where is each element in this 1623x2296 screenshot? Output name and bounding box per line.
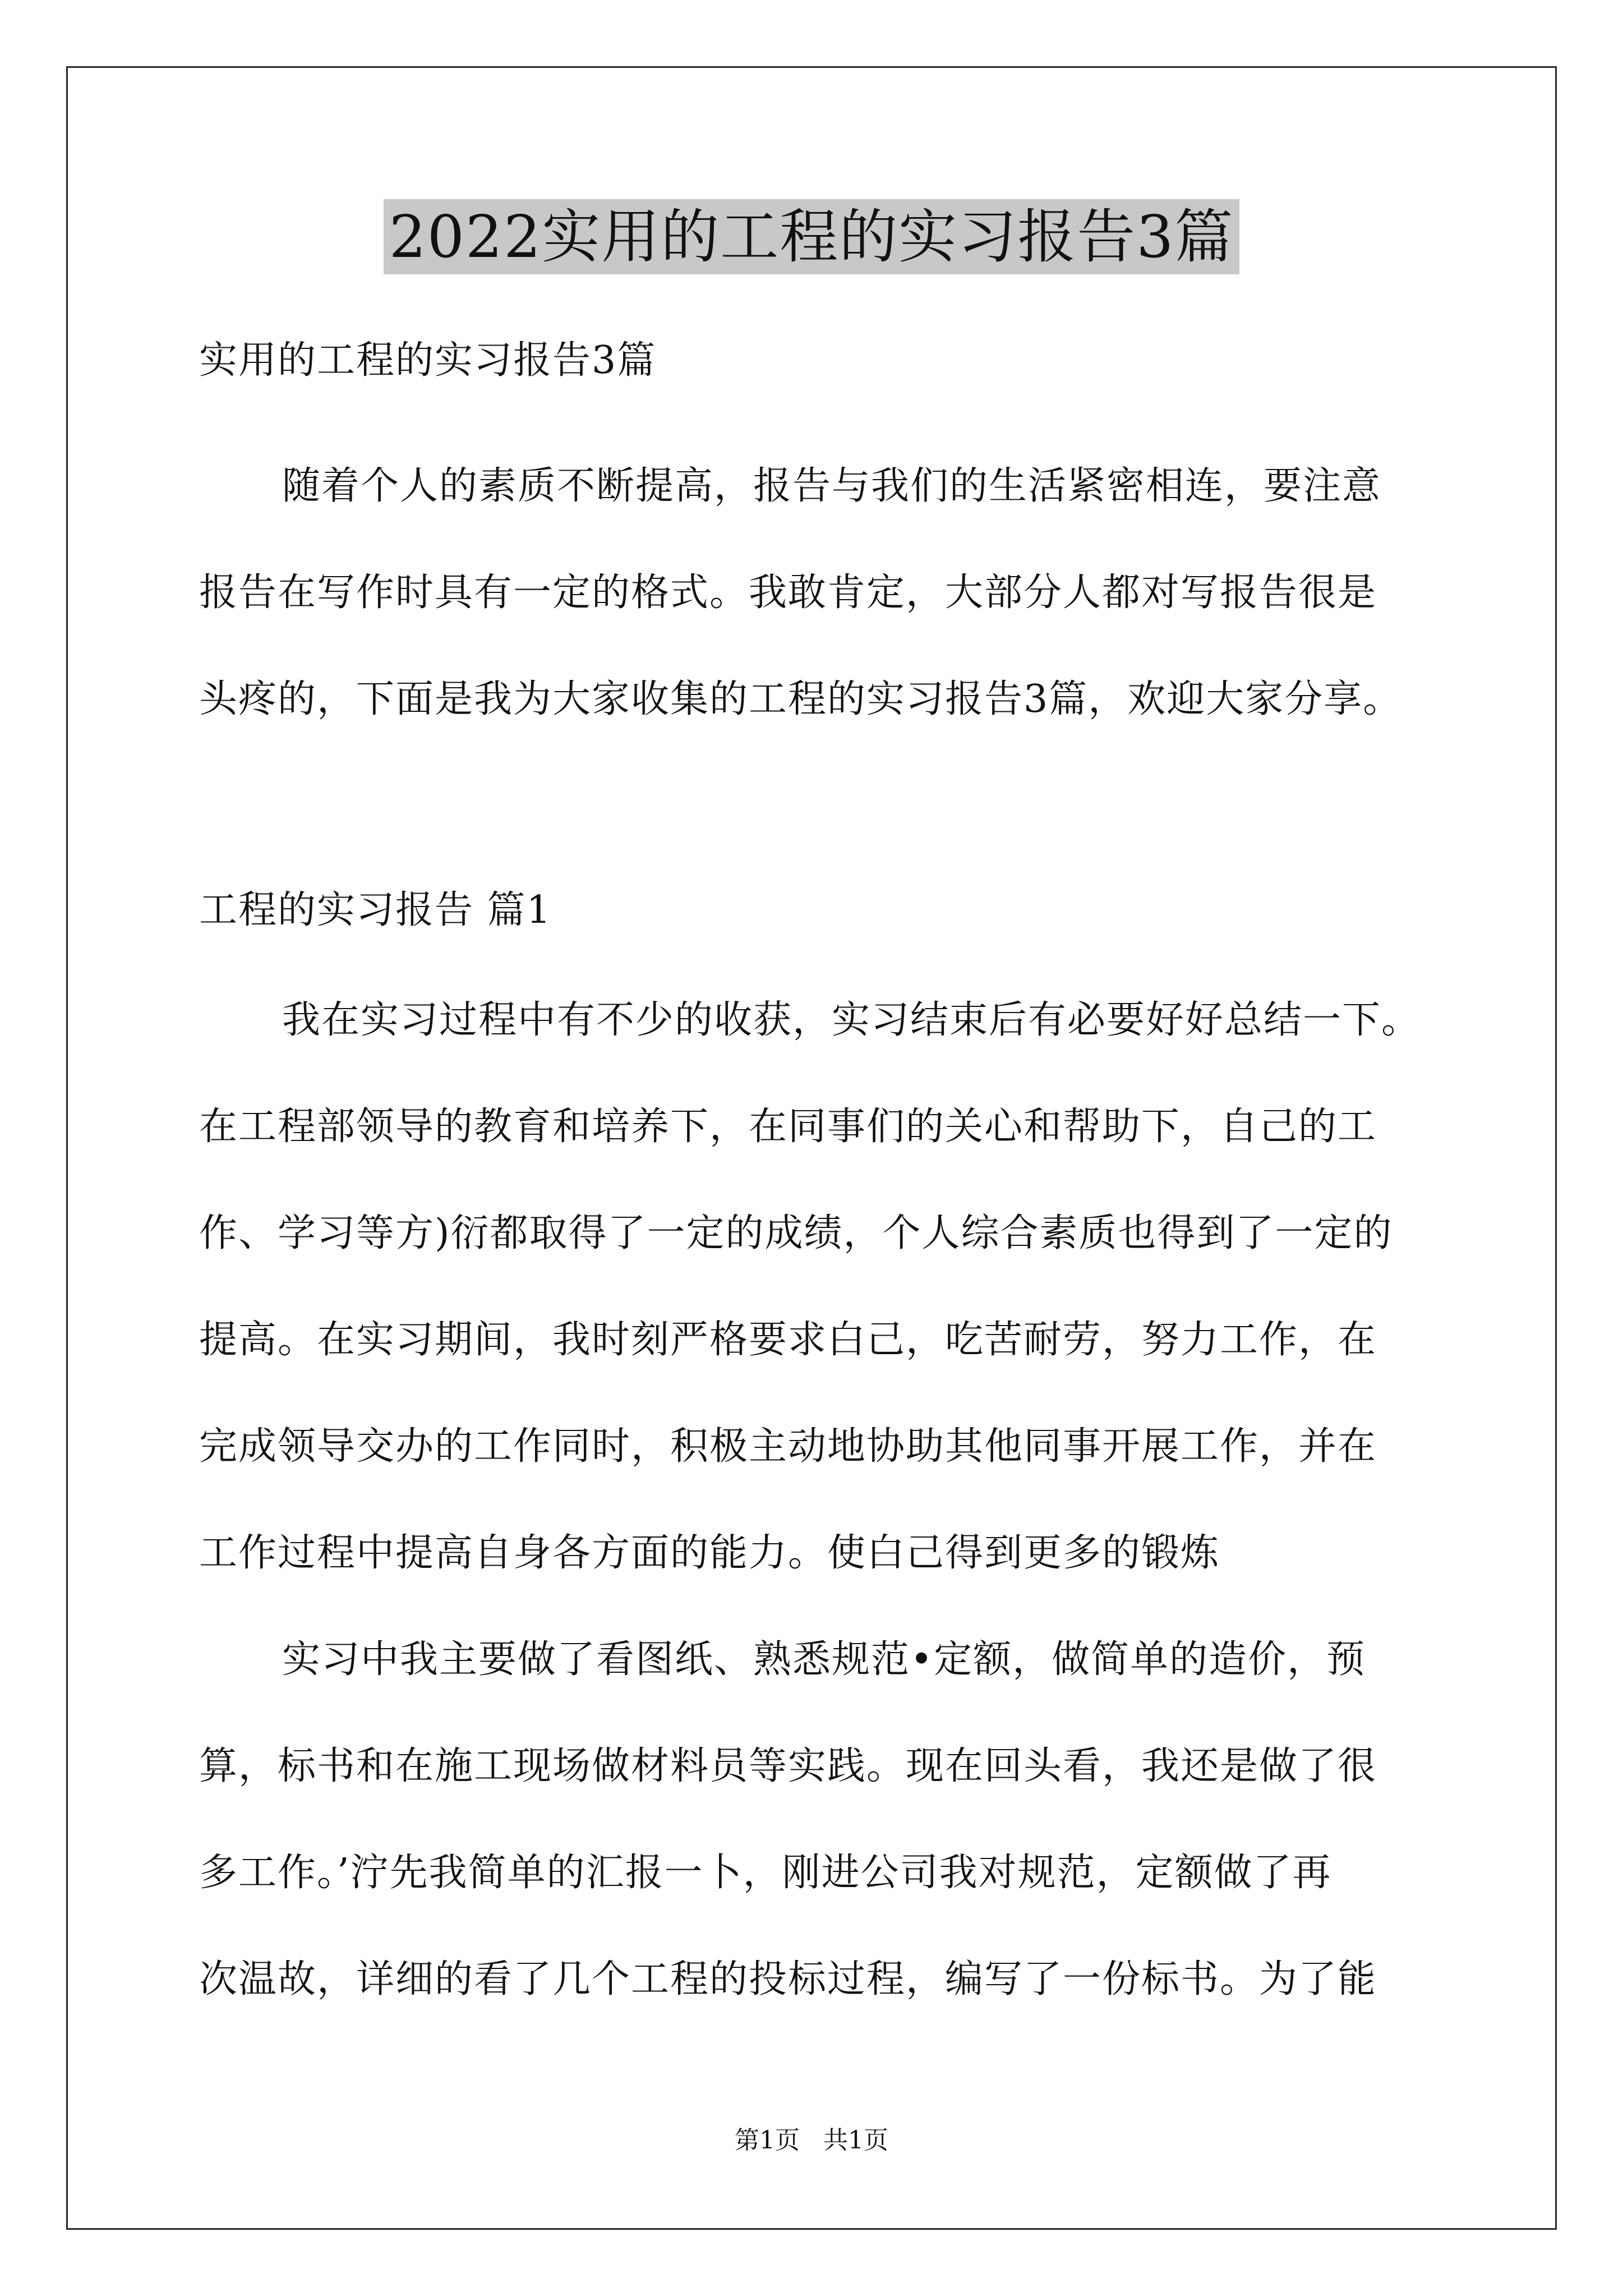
paragraph1-line-3: 作、学习等方)衍都取得了一定的成绩，个人综合素质也得到了一定的 (199, 1211, 1393, 1255)
intro-line-3: 头疼的，下面是我为大家收集的工程的实习报告3篇，欢迎大家分享。 (199, 677, 1403, 721)
paragraph1-line-5: 完成领导交办的工作同时，积极主动地协助其他同事开展工作，并在 (199, 1424, 1377, 1469)
document-title (0, 197, 1623, 276)
paragraph2-line-3: 多工作。’泞先我简单的汇报一卜，刚进公司我对规范，定额做了再 (199, 1851, 1332, 1895)
document-subtitle: 实用的工程的实习报告3篇 (199, 338, 657, 383)
paragraph2-line-2: 算，标书和在施工现场做材料员等实践。现在回头看，我还是做了很 (199, 1744, 1377, 1788)
paragraph1-line-2: 在工程部领导的教育和培养下，在同事们的关心和帮助下，自己的工 (199, 1105, 1377, 1149)
paragraph1-line-4: 提高。在实习期间，我时刻严格要求白己，吃苦耐劳，努力工作，在 (199, 1318, 1377, 1362)
intro-line-1: 随着个人的素质不断提高，报告与我们的生活紧密相连，要注意 (282, 464, 1382, 508)
paragraph2-line-1: 实习中我主要做了看图纸、熟悉规范•定额，做简单的造价，预 (282, 1637, 1366, 1682)
paragraph2-line-4: 次温故，详细的看了几个工程的投标过程，编写了一份标书。为了能 (199, 1957, 1377, 2001)
paragraph1-line-1: 我在实习过程中有不少的收获，实习结束后有必要好好总结一下。 (282, 998, 1421, 1042)
document-title-text: 2022实用的工程的实习报告3篇 (384, 199, 1240, 274)
intro-line-2: 报告在写作时具有一定的格式。我敢肯定，大部分人都对写报告很是 (199, 570, 1377, 615)
section-heading: 工程的实习报告 篇1 (199, 888, 552, 932)
paragraph1-line-6: 工作过程中提高自身各方面的能力。使白己得到更多的锻炼 (199, 1531, 1220, 1575)
page-footer: 第1页 共1页 (735, 2126, 888, 2155)
